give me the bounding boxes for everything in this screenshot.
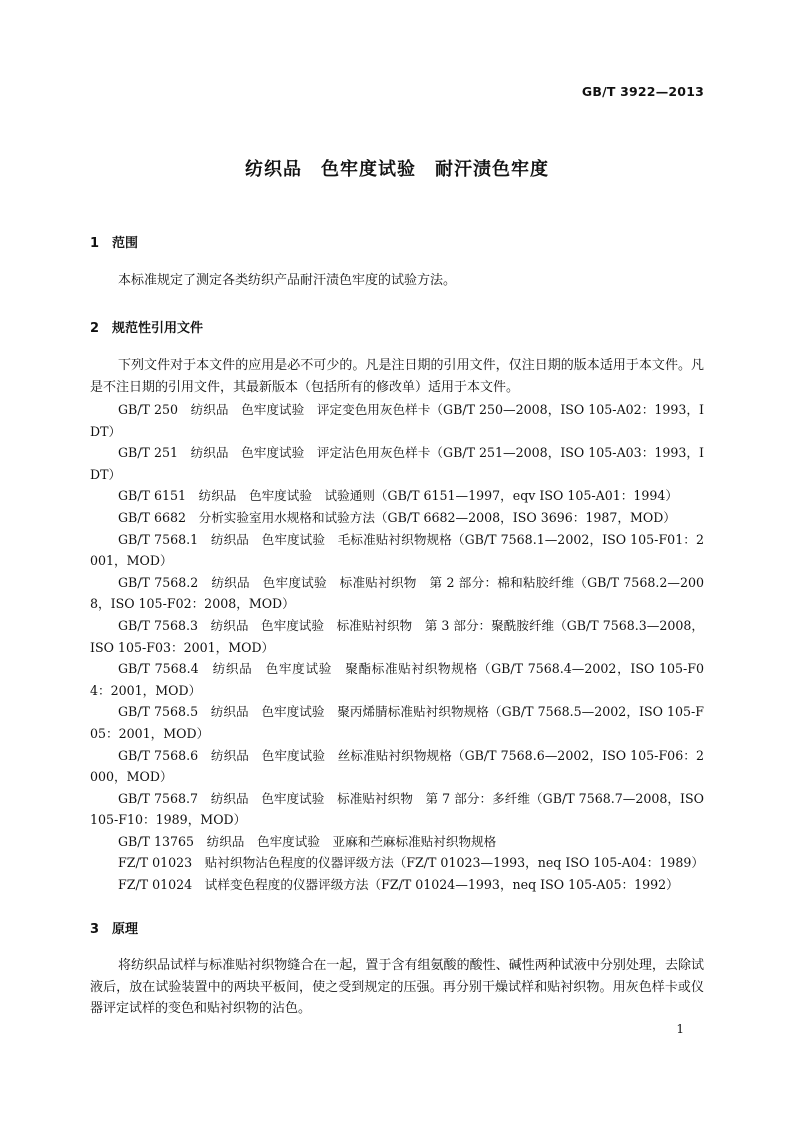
section-1-paragraph: 本标准规定了测定各类纺织产品耐汗渍色牢度的试验方法。 xyxy=(118,273,457,288)
reference-item: GB/T 7568.3 纺织品 色牢度试验 标准贴衬织物 第 3 部分：聚酰胺纤维（GB/T 7568.3—2008，ISO 105-F03：2001，MOD） xyxy=(90,617,704,655)
section-2-paragraph: 下列文件对于本文件的应用是必不可少的。凡是注日期的引用文件，仅注日期的版本适用于本文件。凡是不注日期的引用文件，其最新版本（包括所有的修改单）适用于本文件。 xyxy=(90,358,704,395)
reference-item: GB/T 7568.5 纺织品 色牢度试验 聚丙烯腈标准贴衬织物规格（GB/T 7568.5—2002，ISO 105-F05：2001，MOD） xyxy=(90,704,704,741)
section-3-heading xyxy=(90,918,138,937)
section-number: 1 xyxy=(90,236,100,251)
reference-item: GB/T 13765 纺织品 色牢度试验 亚麻和苎麻标准贴衬织物规格 xyxy=(118,833,497,849)
section-title: 原理 xyxy=(112,922,139,937)
section-title: 规范性引用文件 xyxy=(112,321,204,336)
document-code: GB/T 3922—2013 xyxy=(581,84,704,99)
reference-item: FZ/T 01023 贴衬织物沾色程度的仪器评级方法（FZ/T 01023—1993，neq ISO 105-A04：1989） xyxy=(118,855,704,871)
reference-item: FZ/T 01024 试样变色程度的仪器评级方法（FZ/T 01024—1993，neq ISO 105-A05：1992） xyxy=(118,877,679,893)
normative-references-list xyxy=(90,399,709,896)
section-number: 2 xyxy=(90,321,100,336)
reference-item: GB/T 7568.1 纺织品 色牢度试验 毛标准贴衬织物规格（GB/T 7568.1—2002，ISO 105-F01：2001，MOD） xyxy=(90,531,704,569)
reference-item: GB/T 7568.6 纺织品 色牢度试验 丝标准贴衬织物规格（GB/T 7568.6—2002，ISO 105-F06：2000，MOD） xyxy=(90,747,704,785)
section-title: 范围 xyxy=(112,236,139,251)
section-2-heading xyxy=(90,317,203,336)
section-3-paragraph: 将纺织品试样与标准贴衬织物缝合在一起，置于含有组氨酸的酸性、碱性两种试液中分别处理，去除试液后，放在试验装置中的两块平板间，使之受到规定的压强。再分别干燥试样和贴衬织物。用灰色样卡或仪器评定试样的变色和贴衬织物的沾色。 xyxy=(90,958,704,1016)
reference-item: GB/T 6682 分析实验室用水规格和试验方法（GB/T 6682—2008，ISO 3696：1987，MOD） xyxy=(118,509,676,525)
reference-item: GB/T 6151 纺织品 色牢度试验 试验通则（GB/T 6151—1997，eqv ISO 105-A01：1994） xyxy=(118,488,678,504)
reference-item: GB/T 7568.2 纺织品 色牢度试验 标准贴衬织物 第 2 部分：棉和粘胶纤维（GB/T 7568.2—2008，ISO 105-F02：2008，MOD） xyxy=(90,574,704,612)
reference-item: GB/T 250 纺织品 色牢度试验 评定变色用灰色样卡（GB/T 250—2008，ISO 105-A02：1993，IDT） xyxy=(90,402,704,439)
page-number: 1 xyxy=(676,1022,684,1036)
reference-item: GB/T 7568.4 纺织品 色牢度试验 聚酯标准贴衬织物规格（GB/T 7568.4—2002，ISO 105-F04：2001，MOD） xyxy=(90,661,704,698)
reference-item: GB/T 7568.7 纺织品 色牢度试验 标准贴衬织物 第 7 部分：多纤维（GB/T 7568.7—2008，ISO 105-F10：1989，MOD） xyxy=(90,790,709,828)
reference-item: GB/T 251 纺织品 色牢度试验 评定沾色用灰色样卡（GB/T 251—2008，ISO 105-A03：1993，IDT） xyxy=(90,445,704,482)
section-number: 3 xyxy=(90,922,100,937)
document-title: 纺织品 色牢度试验 耐汗渍色牢度 xyxy=(245,159,549,180)
section-1-heading xyxy=(90,232,138,251)
